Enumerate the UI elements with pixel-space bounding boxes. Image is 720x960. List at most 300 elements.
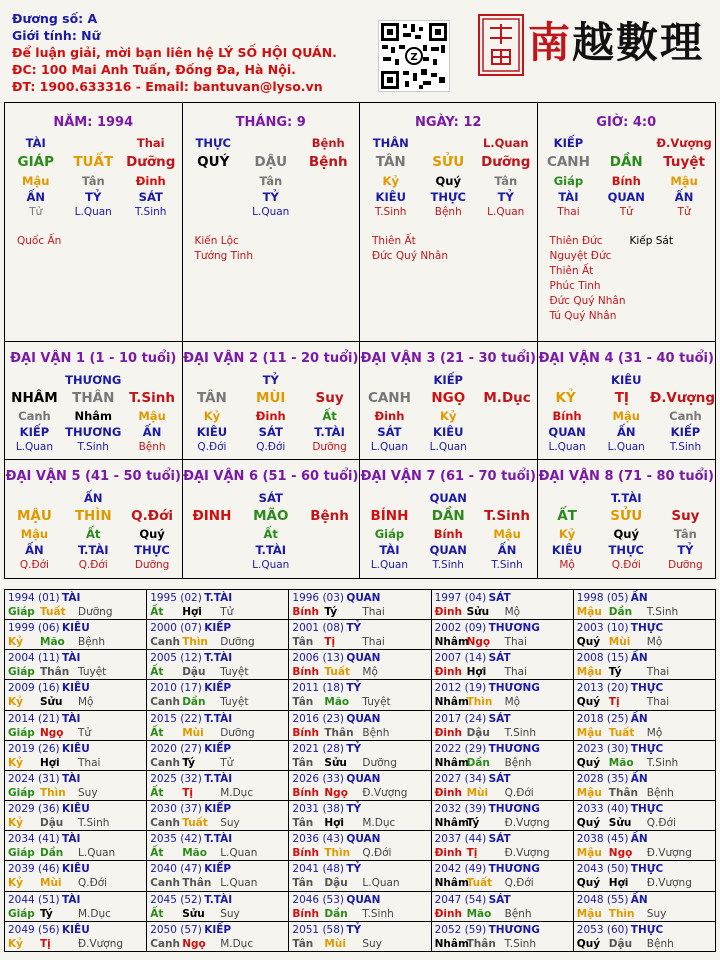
year-cell (5, 680, 147, 710)
year-god: TỶ (346, 742, 362, 755)
year-stem: Đinh (434, 907, 462, 920)
hidden-god-row (360, 542, 537, 558)
year-top (150, 892, 285, 907)
year-branch: Dần (466, 756, 490, 769)
year-branch: Ngọ (324, 786, 348, 799)
year-cell (289, 680, 431, 710)
stem-branch-row (5, 506, 182, 526)
year-stem: Bính (292, 606, 319, 618)
year-god: THƯƠNG (488, 622, 540, 635)
year-label: 2029 (36) (8, 803, 60, 816)
dai-van-god: KIẾP (433, 373, 463, 387)
pillar-title: NĂM: 1994 (53, 115, 134, 130)
cell: CANH (546, 154, 590, 170)
cell: SỬU (432, 154, 465, 170)
cell: T.TÀI (255, 543, 287, 557)
cell: Ất (86, 527, 101, 541)
year-cell (289, 922, 431, 952)
dai-van-god: SÁT (258, 491, 283, 505)
year-top (292, 650, 427, 665)
year-stage: T.Sinh (78, 817, 110, 830)
cell: DẦN (609, 154, 643, 170)
year-pillar (292, 635, 427, 649)
year-stage: M.Dục (78, 907, 111, 920)
logo: 南越數理 (528, 18, 705, 67)
cell (597, 135, 655, 151)
year-branch: Mão (608, 756, 634, 769)
year-pillar (577, 695, 712, 709)
year-pillar (8, 605, 143, 619)
year-cell (289, 741, 431, 771)
year-stage: Suy (646, 907, 667, 920)
svg-text:Z: Z (410, 52, 418, 63)
year-top (435, 590, 570, 605)
year-stage: Dưỡng (220, 636, 255, 649)
life-stage-row (183, 440, 360, 455)
year-branch: Thìn (466, 696, 493, 709)
hidden-god-row (360, 424, 537, 440)
cell: NHÂM (11, 390, 58, 406)
cell: Q.Đới (78, 559, 108, 571)
cell: Bệnh (308, 154, 348, 170)
year-stage: L.Quan (362, 877, 400, 890)
cell: GIÁP (17, 154, 54, 170)
year-cell (147, 922, 289, 952)
year-stage: Q.Đới (504, 786, 534, 799)
year-branch: Dần (182, 696, 206, 709)
year-label: 2010 (17) (150, 682, 202, 695)
year-stage: Suy (78, 786, 98, 799)
year-stem: Canh (150, 877, 180, 890)
year-stage: T.Sinh (504, 726, 536, 739)
year-god: THƯƠNG (488, 742, 540, 755)
cell: Thai (136, 136, 165, 150)
year-stem: Nhâm (434, 636, 469, 649)
year-top (577, 650, 712, 665)
year-cell (289, 801, 431, 831)
year-label: 2038 (45) (576, 833, 629, 846)
stars-list (7, 234, 180, 249)
cell: L.Quan (482, 136, 529, 150)
cell: MẬU (16, 508, 52, 524)
year-stem: Tân (292, 636, 314, 649)
cell: Q.Đới (611, 559, 641, 571)
year-top (150, 711, 285, 726)
cell: Tử (619, 206, 633, 218)
stem-branch-row (183, 506, 360, 526)
year-stage: Tuyệt (220, 696, 249, 709)
cell: QUAN (548, 425, 586, 439)
cell: THỰC (195, 136, 232, 150)
dai-van-god: T.TÀI (610, 491, 642, 505)
year-branch: Mùi (608, 636, 631, 649)
year-pillar (8, 726, 143, 740)
year-top (8, 650, 143, 665)
year-cell (289, 771, 431, 801)
cell: ẤN (142, 425, 162, 439)
stem-branch-row (360, 506, 537, 526)
year-stem: Nhâm (434, 817, 469, 830)
year-cell (574, 922, 716, 952)
star-name: Phúc Tinh (549, 280, 601, 292)
year-god: KIẾP (204, 622, 232, 635)
cell: L.Quan (429, 441, 467, 453)
cell: SỬU (610, 508, 643, 524)
year-label: 1997 (04) (434, 592, 487, 604)
year-god: ẤN (630, 833, 648, 846)
cell: Mộ (559, 559, 575, 571)
year-branch: Thìn (324, 847, 351, 860)
cell: TỶ (85, 190, 102, 204)
year-pillar (150, 756, 285, 770)
life-stage-row (538, 558, 716, 573)
hidden-god-row (183, 542, 360, 558)
cell: L.Quan (74, 206, 112, 218)
year-stage: Bệnh (504, 756, 532, 769)
cell: Giáp (553, 174, 584, 188)
year-branch: Dậu (466, 726, 490, 739)
year-stage: Tử (220, 606, 234, 618)
cell: Quý (435, 174, 461, 188)
cell: T.Sinh (129, 390, 175, 406)
year-top (8, 680, 143, 695)
year-top (577, 741, 712, 756)
year-cell (574, 801, 716, 831)
year-label: 2014 (21) (8, 712, 60, 725)
cell: Đ.Vượng (656, 136, 712, 150)
year-branch: Dậu (608, 937, 633, 950)
year-label: 2020 (27) (150, 742, 202, 755)
cell (185, 205, 243, 220)
year-stem: Ất (150, 606, 164, 618)
year-cell (147, 861, 289, 891)
year-branch: Ngọ (40, 726, 64, 739)
year-label: 2023 (30) (576, 742, 629, 755)
year-stem: Kỷ (8, 817, 23, 830)
year-stem: Giáp (8, 907, 35, 920)
year-stem: Mậu (576, 666, 602, 679)
cell: T.Sinh (432, 559, 464, 571)
cell: KIÊU (196, 425, 228, 439)
year-branch: Thìn (182, 636, 208, 649)
year-top (8, 771, 143, 786)
year-god: TÀI (62, 833, 81, 846)
year-top (292, 771, 427, 786)
year-stage: Dưỡng (78, 606, 113, 618)
year-god: ẤN (630, 652, 648, 665)
year-god: QUAN (346, 772, 381, 785)
year-god: THỰC (630, 803, 664, 816)
year-stem: Kỷ (8, 696, 23, 709)
year-label: 2031 (38) (292, 803, 345, 816)
year-label: 2026 (33) (292, 772, 345, 785)
year-cell (289, 590, 431, 620)
year-label: 2027 (34) (434, 772, 487, 785)
year-stem: Mậu (576, 726, 602, 739)
dai-van-cell (538, 460, 716, 578)
stem-branch-row (360, 388, 537, 408)
year-label: 1995 (02) (150, 592, 202, 604)
year-branch: Tý (608, 666, 622, 679)
year-pillar (577, 907, 712, 921)
year-god: QUAN (346, 712, 381, 725)
year-top (577, 861, 712, 876)
seal-icon (478, 14, 524, 76)
year-stage: Q.Đới (504, 877, 534, 890)
hidden-god-row (5, 424, 182, 440)
cell: L.Quan (607, 441, 645, 453)
year-cell (147, 831, 289, 861)
year-god: KIÊU (62, 622, 90, 635)
year-god: SÁT (488, 712, 511, 725)
life-stage-row (360, 558, 537, 573)
year-cell (574, 892, 716, 922)
year-pillar (8, 665, 143, 679)
cell: DẬU (254, 154, 288, 170)
cell: KIẾP (19, 425, 50, 439)
dai-van-grid (5, 341, 715, 578)
year-label: 2022 (29) (434, 742, 487, 755)
year-label: 2000 (07) (150, 622, 202, 635)
year-top (435, 892, 570, 907)
year-god: QUAN (346, 833, 381, 846)
year-top (8, 922, 143, 937)
year-top (150, 861, 285, 876)
year-god: ẤN (630, 893, 648, 906)
year-stem: Kỷ (8, 937, 23, 950)
year-label: 2034 (41) (8, 833, 60, 846)
year-pillar (150, 907, 285, 921)
cell: Q.Đới (256, 441, 286, 453)
year-top (435, 922, 570, 937)
year-pillar (577, 665, 712, 679)
year-label: 2002 (09) (434, 622, 487, 635)
cell: KIÊU (375, 190, 406, 204)
hidden-god-row (362, 189, 535, 205)
cell: L.Quan (487, 206, 525, 218)
year-top (292, 831, 427, 846)
year-label: 2047 (54) (434, 893, 487, 906)
year-god: TỶ (346, 863, 362, 876)
year-label: 2041 (48) (292, 863, 345, 876)
year-god: KIẾP (204, 923, 232, 936)
year-stem: Tân (292, 756, 314, 769)
dai-van-title: ĐẠI VẬN 5 (41 - 50 tuổi) (5, 469, 181, 484)
dai-van-cell (5, 460, 183, 578)
year-cell (432, 892, 574, 922)
year-stem: Ất (150, 847, 164, 860)
star-name: Thiên Đức (549, 235, 603, 247)
year-cell (432, 922, 574, 952)
hidden-god-row (183, 424, 360, 440)
year-god: TÀI (62, 592, 81, 604)
year-pillar (435, 846, 570, 860)
year-stem: Nhâm (434, 937, 469, 950)
cell (300, 205, 358, 220)
year-label: 2039 (46) (8, 863, 60, 876)
year-cell (5, 831, 147, 861)
year-stem: Quý (576, 636, 601, 649)
year-pillar (292, 786, 427, 800)
dai-van-god: QUAN (429, 491, 467, 505)
year-label: 2053 (60) (576, 923, 629, 936)
cell: Quý (139, 527, 165, 541)
year-god: T.TÀI (204, 592, 233, 604)
year-cell (574, 590, 716, 620)
year-stem: Nhâm (434, 696, 469, 709)
hidden-stem-row (540, 173, 714, 189)
cell: ẤN (25, 543, 44, 557)
year-god: SÁT (488, 592, 511, 604)
cell: KIÊU (433, 425, 464, 439)
cell: TÀI (25, 136, 46, 150)
cell: Giáp (374, 527, 405, 541)
year-cell (147, 892, 289, 922)
year-cell (289, 861, 431, 891)
year-stage: Mộ (646, 726, 663, 739)
life-stage-row (183, 558, 360, 573)
cell: ĐINH (192, 508, 232, 524)
cell (478, 408, 537, 424)
year-cell (5, 620, 147, 650)
year-cell (432, 650, 574, 680)
year-top (435, 741, 570, 756)
year-god: TÀI (62, 772, 81, 785)
header-line: Giới tính: Nữ (12, 28, 101, 43)
year-label: 2052 (59) (434, 923, 487, 936)
dai-van-title: ĐẠI VẬN 7 (61 - 70 tuổi) (360, 469, 536, 484)
header-line: ĐT: 1900.633316 - Email: bantuvan@lyso.vn (12, 79, 323, 94)
year-stage: Bệnh (78, 636, 105, 649)
year-cell (5, 892, 147, 922)
year-label: 2004 (11) (8, 652, 60, 665)
year-cell (574, 741, 716, 771)
year-stage: L.Quan (78, 847, 116, 860)
year-top (8, 801, 143, 816)
dai-van-cell (360, 342, 538, 460)
ten-god-row (540, 135, 714, 151)
year-pillar (8, 937, 143, 951)
year-label: 2045 (52) (150, 893, 202, 906)
year-pillar (8, 907, 143, 921)
cell: MÙI (256, 390, 286, 406)
year-top (150, 590, 285, 605)
year-cell (5, 771, 147, 801)
cell: Q.Đới (19, 559, 49, 571)
cell: Mậu (22, 174, 50, 188)
cell: Bính (552, 409, 582, 423)
year-label: 2024 (31) (8, 772, 60, 785)
year-label: 2025 (32) (150, 772, 202, 785)
year-label: 2044 (51) (8, 893, 60, 906)
year-branch: Tuất (608, 726, 635, 739)
year-god: THƯƠNG (488, 863, 540, 876)
cell: Bệnh (310, 508, 349, 524)
year-top (150, 771, 285, 786)
year-stem: Ất (150, 666, 164, 679)
year-god: TỶ (346, 682, 362, 695)
header-line: ĐC: 100 Mai Anh Tuấn, Đống Đa, Hà Nội. (12, 62, 296, 77)
pillar (5, 103, 183, 341)
cell (65, 135, 123, 151)
year-god: QUAN (346, 893, 381, 906)
cell: Bính (611, 174, 641, 188)
year-pillar (150, 846, 285, 860)
year-stem: Mậu (576, 606, 602, 618)
year-branch: Sửu (608, 817, 632, 830)
year-cell (147, 801, 289, 831)
year-god: QUAN (346, 652, 381, 665)
year-stem: Quý (576, 817, 601, 830)
year-god: KIẾP (204, 803, 232, 816)
year-god: THỰC (630, 682, 664, 695)
year-stem: Canh (150, 696, 180, 709)
cell: Q.Đới (197, 441, 227, 453)
year-stage: Q.Đới (646, 817, 676, 830)
cell: T.Sinh (375, 206, 407, 218)
year-pillar (577, 816, 712, 830)
year-top (577, 620, 712, 635)
year-pillar (577, 605, 712, 619)
year-stage: Suy (220, 817, 240, 830)
year-stage: Thai (646, 666, 670, 679)
year-stage: Tử (78, 726, 92, 739)
cell: DẦN (431, 508, 465, 524)
year-label: 2005 (12) (150, 652, 202, 665)
year-pillar (150, 695, 285, 709)
year-label: 2016 (23) (292, 712, 345, 725)
hidden-god-row (540, 189, 714, 205)
cell: KỶ (555, 390, 576, 406)
year-branch: Dần (40, 847, 64, 860)
star-name: Kiếp Sát (629, 235, 673, 247)
year-pillar (577, 635, 712, 649)
year-branch: Mùi (466, 786, 489, 799)
year-stage: Đ.Vượng (362, 786, 408, 799)
year-branch: Thìn (608, 907, 635, 920)
pillar-title: GIỜ: 4:0 (596, 115, 657, 130)
cell: Suy (671, 508, 700, 524)
year-stem: Đinh (434, 606, 462, 618)
year-top (577, 711, 712, 726)
year-pillar (150, 665, 285, 679)
year-cell (432, 741, 574, 771)
cell: TỶ (677, 543, 694, 557)
year-stage: Mộ (362, 666, 378, 679)
hidden-stem-row (7, 173, 180, 189)
cell (183, 542, 242, 558)
year-god: THỰC (630, 863, 664, 876)
year-label: 2036 (43) (292, 833, 345, 846)
year-top (8, 741, 143, 756)
year-god: KIẾP (204, 863, 232, 876)
year-branch: Ngọ (466, 636, 491, 649)
cell: T.Sinh (77, 441, 109, 453)
star-name: Thiên Ất (372, 235, 416, 247)
year-god: T.TÀI (204, 712, 233, 725)
cell: Canh (669, 409, 702, 423)
cell: Dưỡng (668, 559, 703, 571)
year-cell (147, 590, 289, 620)
year-stage: Bệnh (646, 786, 674, 799)
year-stage: T.Sinh (362, 907, 394, 920)
year-cell (147, 650, 289, 680)
year-pillar (292, 665, 427, 679)
cell (183, 558, 242, 573)
cell: T.Sinh (491, 559, 523, 571)
dai-van-cell (183, 342, 361, 460)
hidden-god-row (538, 542, 716, 558)
